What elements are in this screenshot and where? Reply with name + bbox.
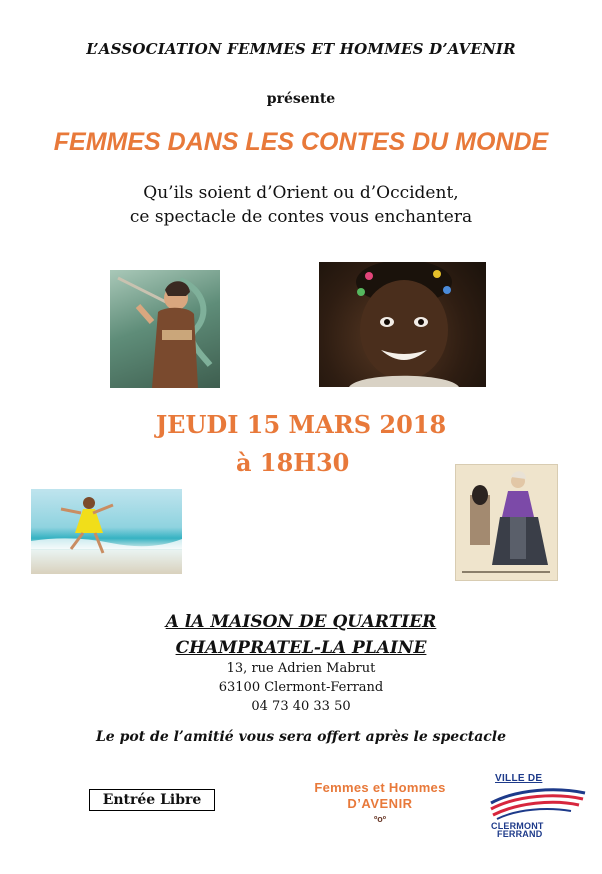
- event-date: JEUDI 15 MARS 2018: [155, 410, 447, 439]
- association-logo: [300, 780, 460, 840]
- subtitle-line-2: ce spectacle de contes vous enchantera: [129, 207, 473, 227]
- venue-street: 13, rue Adrien Mabrut: [226, 661, 376, 676]
- clermont-ferrand-logo: [487, 773, 587, 839]
- venue-phone: 04 73 40 33 50: [251, 699, 351, 714]
- association-logo-line-1: Femmes et Hommes: [314, 780, 446, 795]
- venue-city: 63100 Clermont-Ferrand: [218, 680, 384, 695]
- free-entry-badge: Entrée Libre: [89, 789, 215, 811]
- association-logo-mark: ºoº: [373, 814, 387, 824]
- show-title: FEMMES DANS LES CONTES DU MONDE: [53, 128, 549, 156]
- city-logo-top-text: VILLE DE: [495, 773, 543, 784]
- association-title: L’ASSOCIATION FEMMES ET HOMMES D’AVENIR: [86, 40, 516, 58]
- refreshment-note: Le pot de l’amitié vous sera offert après le spectacle: [95, 729, 507, 745]
- warrior-woman-photo: [110, 270, 220, 388]
- venue-line-2: CHAMPRATEL-LA PLAINE: [175, 638, 427, 658]
- beach-dancer-photo: [31, 489, 182, 574]
- presents-label: présente: [266, 91, 336, 107]
- smiling-child-photo: [319, 262, 486, 387]
- vintage-costume-photo: [455, 464, 558, 581]
- subtitle-line-1: Qu’ils soient d’Orient ou d’Occident,: [143, 183, 459, 203]
- association-logo-line-2: D’AVENIR: [347, 796, 413, 811]
- city-logo-name-2: FERRAND: [497, 829, 543, 839]
- city-logo-swoosh-icon: [487, 785, 587, 821]
- event-time: à 18H30: [236, 448, 350, 477]
- venue-line-1: A lA MAISON DE QUARTIER: [165, 612, 437, 632]
- city-logo-name-1: CLERMONT: [491, 821, 544, 831]
